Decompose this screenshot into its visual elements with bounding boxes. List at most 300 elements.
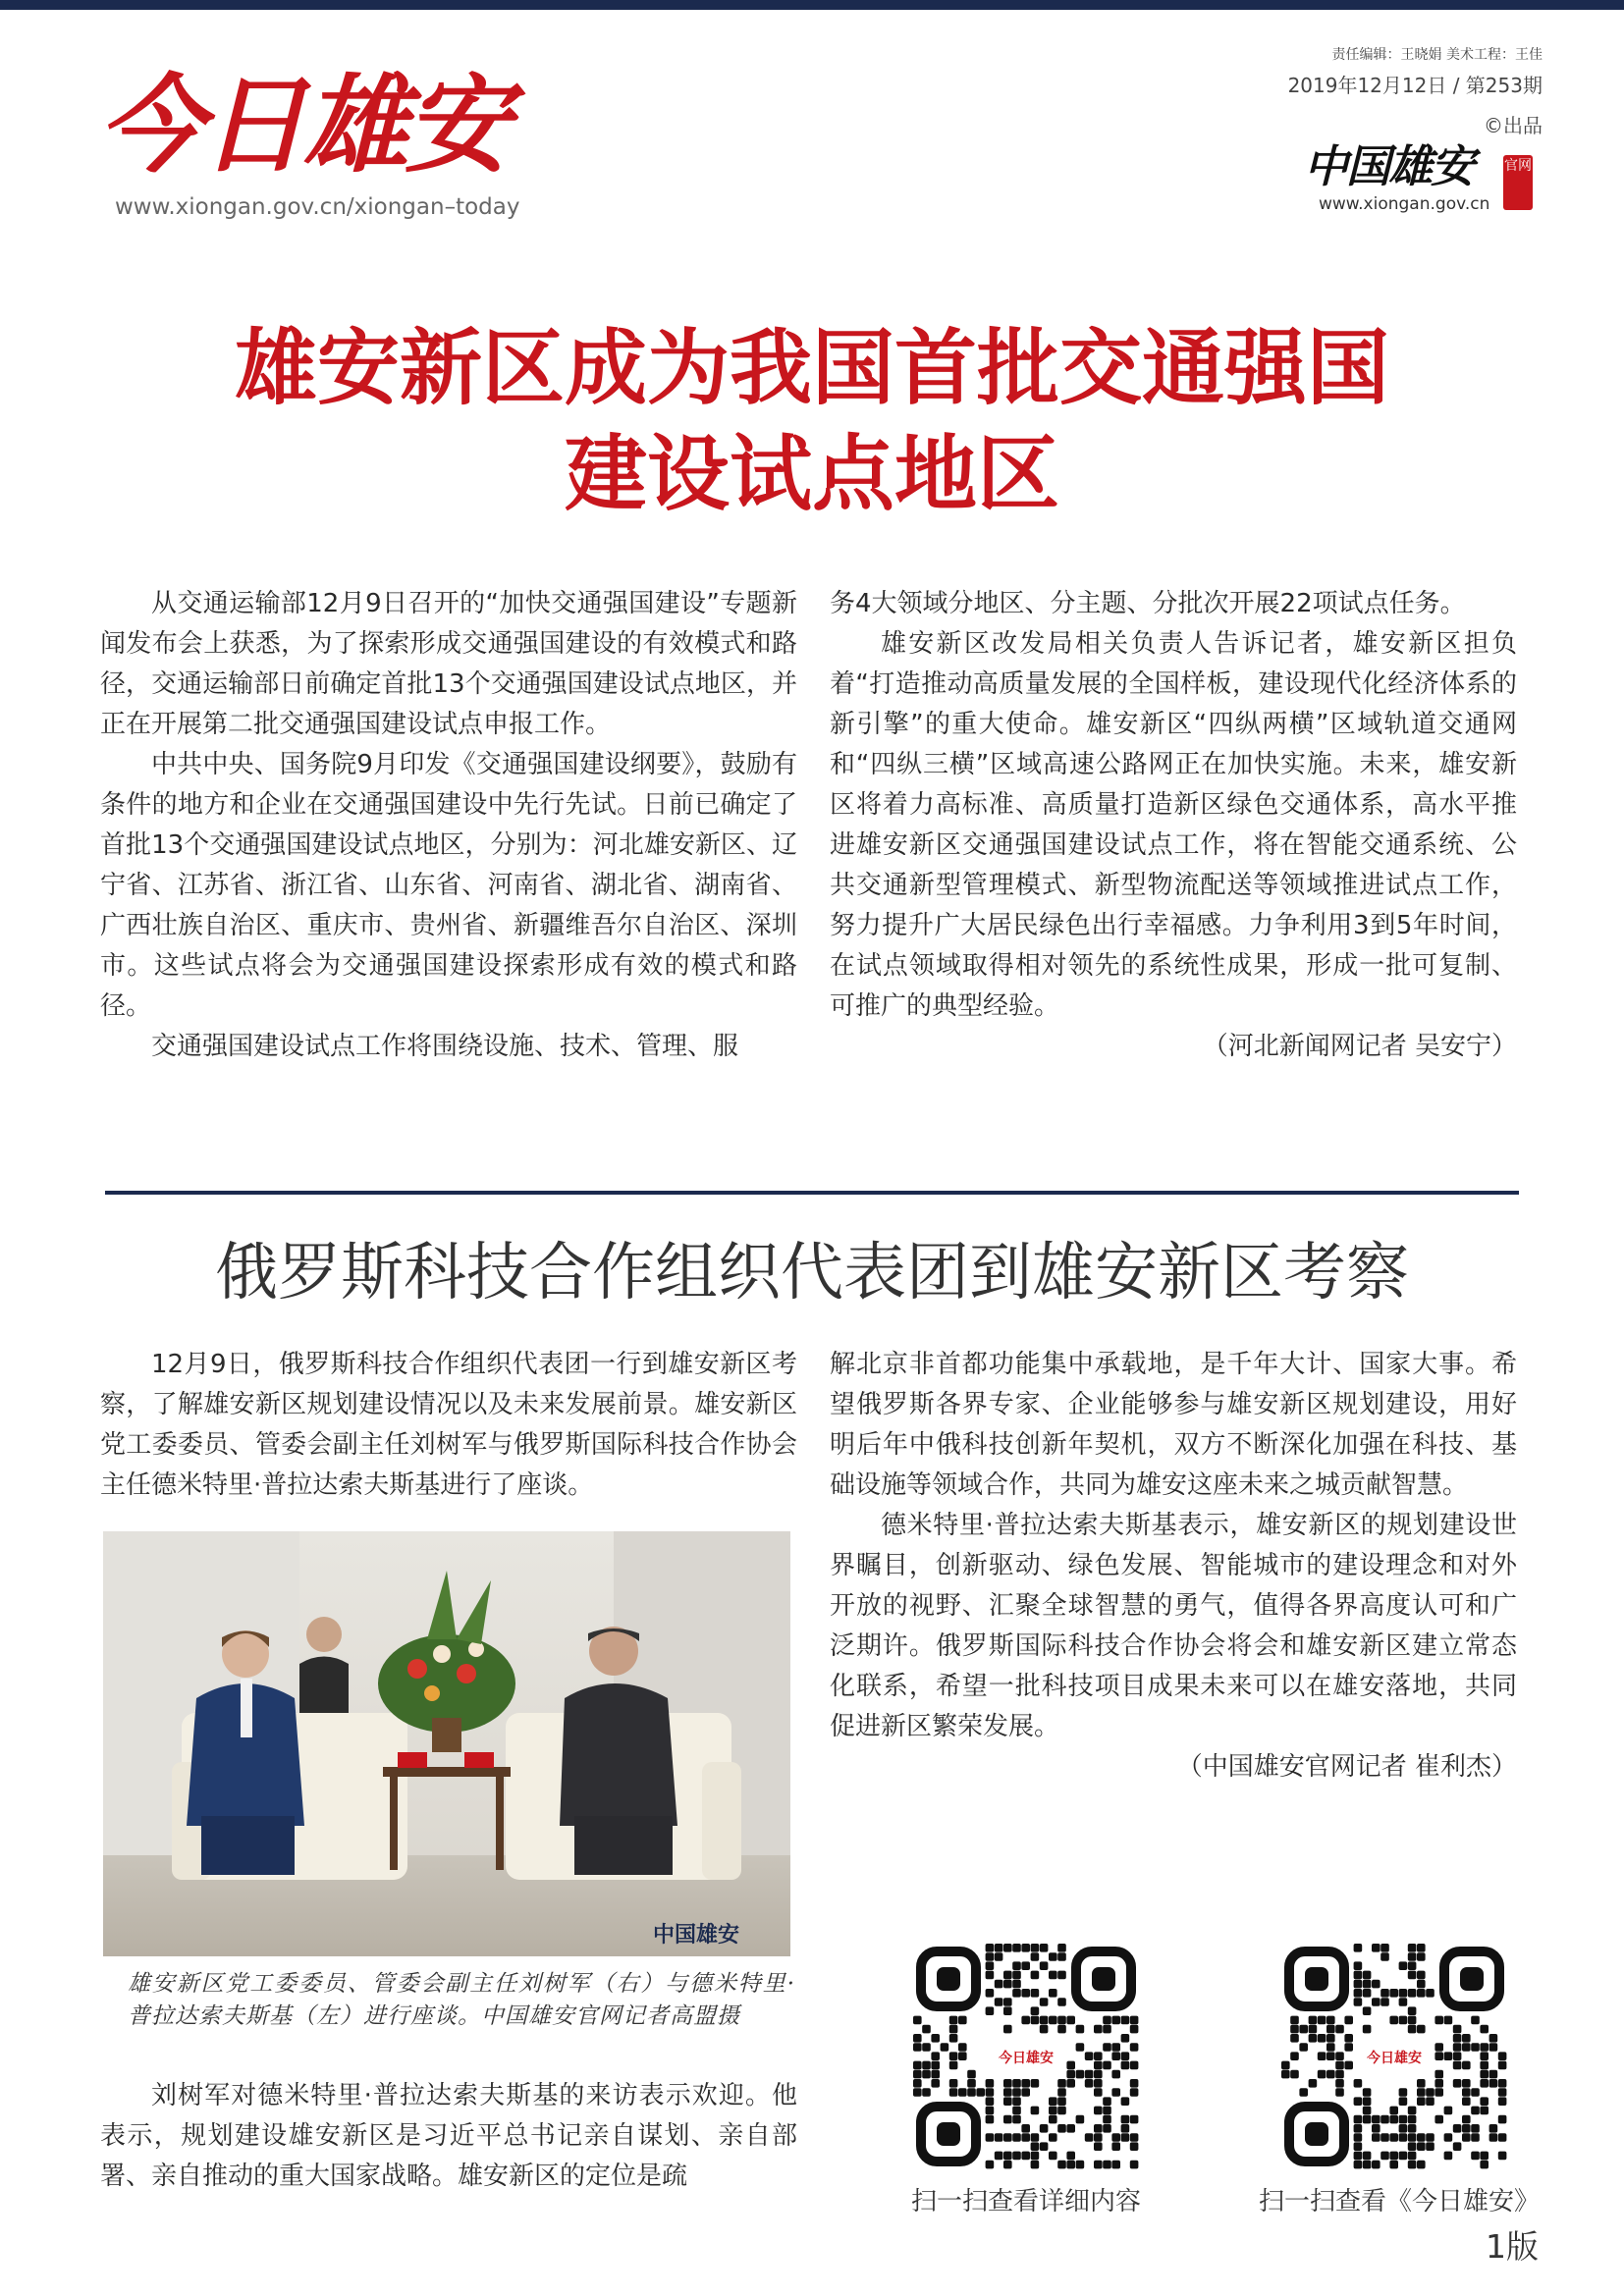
qr-module [995, 2152, 1003, 2161]
qr-module [1426, 2133, 1435, 2142]
qr-label-subscribe: 扫一扫查看《今日雄安》 [1258, 2187, 1540, 2216]
qr-module [1389, 1989, 1398, 1998]
qr-module [1363, 2006, 1372, 2015]
article2-headline: 俄罗斯科技合作组织代表团到雄安新区考察 [215, 1237, 1409, 1309]
qr-module [1057, 1944, 1066, 1952]
qr-module [1489, 2070, 1498, 2079]
qr-module [1335, 2088, 1344, 2097]
qr-module [1408, 2142, 1417, 2151]
qr-module [922, 2043, 931, 2052]
paragraph: 中共中央、国务院9月印发《交通强国建设纲要》，鼓励有条件的地方和企业在交通强国建设中先行先试。日前已确定了首批13个交通强国建设试点地区，分别为：河北雄安新区、辽宁省、江苏省、浙江省、山东省、河南省、湖北省、湖南省、广西壮族自治区、重庆市、贵州省、新疆维吾尔自治区、深圳市。这些试点将会为交通强国建设探索形成有效的模式和路径。 [100, 750, 797, 1021]
qr-module [1444, 2107, 1453, 2115]
qr-module [1498, 2133, 1507, 2142]
qr-module [1489, 2079, 1498, 2088]
qr-module [1417, 1980, 1426, 1989]
qr-module [1380, 2115, 1389, 2124]
qr-module [1121, 2034, 1130, 2043]
qr-module [1435, 2070, 1443, 2079]
qr-module [1031, 1989, 1040, 1998]
qr-module [1111, 2142, 1120, 2151]
qr-module [1498, 2115, 1507, 2124]
qr-module [1335, 2061, 1344, 2070]
qr-module [922, 2088, 931, 2097]
qr-module [1076, 2161, 1085, 2169]
qr-module [1389, 2107, 1398, 2115]
qr-module [1417, 2097, 1426, 2106]
qr-module [1012, 1980, 1021, 1989]
qr-module [986, 2107, 995, 2115]
article1-headline-line1: 雄安新区成为我国首批交通强国 [234, 319, 1389, 416]
qr-module [1354, 2142, 1363, 2151]
qr-module [1372, 1944, 1380, 1952]
date-issue: 2019年12月12日 / 第253期 [1287, 74, 1543, 97]
qr-module [1354, 1971, 1363, 1980]
qr-module [1408, 1989, 1417, 1998]
qr-module [1426, 2097, 1435, 2106]
qr-module [1021, 2016, 1030, 2025]
qr-module [986, 2097, 995, 2106]
qr-module [1408, 1961, 1417, 1970]
qr-module [1003, 2097, 1012, 2106]
qr-module [986, 2088, 995, 2097]
qr-module [1085, 2133, 1094, 2142]
paragraph-continued: 务4大领域分地区、分主题、分批次开展22项试点任务。 [830, 589, 1466, 618]
qr-module [922, 2070, 931, 2079]
qr-module [1480, 2025, 1489, 2034]
qr-module [1290, 2070, 1299, 2079]
qr-module [1130, 2142, 1139, 2151]
qr-module [1111, 2052, 1120, 2060]
qr-module [986, 1952, 995, 1961]
qr-module [1399, 1989, 1408, 1998]
qr-module [1299, 2025, 1308, 2034]
qr-module [976, 2088, 985, 2097]
qr-module [949, 2025, 958, 2034]
qr-module [1040, 1961, 1049, 1970]
qr-module [1031, 2152, 1040, 2161]
qr-module [1021, 2133, 1030, 2142]
qr-module [1372, 2161, 1380, 2169]
qr-module [1489, 2034, 1498, 2043]
qr-module [1399, 2133, 1408, 2142]
section-divider [105, 1191, 1519, 1195]
qr-module [1111, 2043, 1120, 2052]
article1-byline: （河北新闻网记者 吴安宁） [1202, 1032, 1517, 1061]
qr-module [1354, 2152, 1363, 2161]
qr-module [1399, 2152, 1408, 2161]
qr-module [1399, 1998, 1408, 2006]
qr-module [1049, 1989, 1057, 1998]
qr-module [1498, 2152, 1507, 2161]
qr-module [1408, 2124, 1417, 2133]
qr-module [1462, 2124, 1471, 2133]
qr-code-details[interactable] [913, 1944, 1139, 2169]
qr-module [1417, 1989, 1426, 1998]
qr-module [1498, 2061, 1507, 2070]
qr-module [995, 1980, 1003, 1989]
qr-module [1363, 2025, 1372, 2034]
qr-module [1435, 2115, 1443, 2124]
qr-module [1130, 2088, 1139, 2097]
photo-caption [128, 1968, 795, 2033]
qr-module [1103, 2043, 1111, 2052]
qr-module [1040, 1998, 1049, 2006]
qr-module [1408, 1944, 1417, 1952]
brand-seal: 官网 [1503, 155, 1533, 210]
qr-module [1012, 2107, 1021, 2115]
qr-module [1354, 1980, 1363, 1989]
qr-module [931, 2052, 940, 2060]
qr-module [1380, 2152, 1389, 2161]
qr-module [1408, 2006, 1417, 2015]
qr-module [1453, 2025, 1462, 2034]
qr-module [1326, 2043, 1335, 2052]
qr-module [1389, 2133, 1398, 2142]
qr-module [1066, 2016, 1075, 2025]
qr-module [1335, 2025, 1344, 2034]
qr-module [1021, 2152, 1030, 2161]
qr-module [913, 2034, 922, 2043]
qr-module [931, 2079, 940, 2088]
qr-module [913, 2043, 922, 2052]
qr-module [1480, 2107, 1489, 2115]
qr-module [967, 2070, 976, 2079]
qr-module [1281, 2061, 1290, 2070]
qr-module [1326, 2034, 1335, 2043]
qr-module [1121, 2016, 1130, 2025]
qr-module [1049, 2115, 1057, 2124]
qr-module [1057, 2097, 1066, 2106]
qr-module [1057, 2107, 1066, 2115]
qr-module [1130, 2061, 1139, 2070]
qr-module [1021, 2088, 1030, 2097]
qr-module [1031, 2161, 1040, 2169]
qr-module [986, 2006, 995, 2015]
qr-module [1094, 2107, 1103, 2115]
qr-module [1318, 2070, 1326, 2079]
qr-module [1003, 2025, 1012, 2034]
qr-module [1363, 2107, 1372, 2115]
qr-module [1389, 2161, 1398, 2169]
qr-module [913, 2079, 922, 2088]
qr-module [1417, 1944, 1426, 1952]
qr-module [1318, 2034, 1326, 2043]
qr-module [986, 1961, 995, 1970]
qr-module [1318, 2016, 1326, 2025]
qr-module [1363, 2088, 1372, 2097]
qr-module [1389, 2115, 1398, 2124]
qr-module [1453, 2061, 1462, 2070]
qr-module [1066, 2124, 1075, 2133]
editors-line: 责任编辑：王晓娟 美术工程：王佳 [1331, 47, 1543, 63]
qr-module [1363, 2115, 1372, 2124]
qr-module [1453, 2052, 1462, 2060]
qr-module [1389, 2152, 1398, 2161]
qr-module [1417, 2142, 1426, 2151]
qr-module [1111, 2161, 1120, 2169]
qr-module [1426, 1989, 1435, 1998]
qr-module [1417, 2079, 1426, 2088]
qr-module [1480, 2161, 1489, 2169]
qr-module [949, 2079, 958, 2088]
qr-module [1012, 1971, 1021, 1980]
qr-module [1399, 2088, 1408, 2097]
qr-module [958, 2016, 967, 2025]
qr-module [1354, 1944, 1363, 1952]
qr-module [986, 2133, 995, 2142]
qr-module [941, 2043, 949, 2052]
qr-module [1003, 1998, 1012, 2006]
qr-module [1363, 2161, 1372, 2169]
qr-module [1471, 2152, 1480, 2161]
qr-module [1380, 2133, 1389, 2142]
qr-module [1471, 2133, 1480, 2142]
qr-module [1094, 2079, 1103, 2088]
qr-module [1012, 2115, 1021, 2124]
qr-module [1003, 1944, 1012, 1952]
qr-module [1354, 1989, 1363, 1998]
paragraph-continued: 解北京非首都功能集中承载地，是千年大计、国家大事。希望俄罗斯各界专家、企业能够参与雄安新区规划建设，用好明后年中俄科技创新年契机，双方不断深化加强在科技、基础设施等领域合作，共同为雄安这座未来之城贡献智慧。 [830, 1350, 1517, 1500]
qr-module [1480, 2152, 1489, 2161]
masthead-url[interactable]: www.xiongan.gov.cn/xiongan–today [115, 194, 520, 220]
qr-module [931, 2061, 940, 2070]
qr-module [1031, 2079, 1040, 2088]
qr-module [1498, 2097, 1507, 2106]
paragraph: 12月9日，俄罗斯科技合作组织代表团一行到雄安新区考察，了解雄安新区规划建设情况以及未来发展前景。雄安新区党工委委员、管委会副主任刘树军与俄罗斯国际科技合作协会主任德米特里·普拉达索夫斯基进行了座谈。 [100, 1350, 797, 1500]
brand-url[interactable]: www.xiongan.gov.cn [1319, 194, 1490, 214]
paragraph: 从交通运输部12月9日召开的“加快交通强国建设”专题新闻发布会上获悉，为了探索形成交通强国建设的有效模式和路径，交通运输部日前确定首批13个交通强国建设试点地区，并正在开展第二批交通强国建设试点申报工作。 [100, 589, 797, 739]
qr-module [986, 1971, 995, 1980]
qr-module [1003, 2006, 1012, 2015]
qr-module [1049, 2152, 1057, 2161]
qr-module [1049, 2097, 1057, 2106]
qr-module [1094, 2124, 1103, 2133]
qr-module [1489, 2043, 1498, 2052]
qr-module [1012, 2097, 1021, 2106]
qr-module [1130, 2079, 1139, 2088]
qr-module [1094, 2025, 1103, 2034]
article2-byline: （中国雄安官网记者 崔利杰） [1176, 1752, 1517, 1782]
qr-module [1040, 1944, 1049, 1952]
qr-module [967, 2079, 976, 2088]
qr-module [1426, 2142, 1435, 2151]
qr-module [958, 2052, 967, 2060]
article2-column1-top [100, 1345, 797, 1506]
qr-module [1040, 2016, 1049, 2025]
qr-module [1057, 2161, 1066, 2169]
qr-module [1408, 2016, 1417, 2025]
qr-module [1326, 2016, 1335, 2025]
qr-module [1094, 2133, 1103, 2142]
qr-module [1031, 1944, 1040, 1952]
top-rule [0, 0, 1624, 10]
qr-module [1049, 1971, 1057, 1980]
qr-module [1372, 2124, 1380, 2133]
qr-module [1111, 2133, 1120, 2142]
qr-module [1012, 1989, 1021, 1998]
qr-module [1003, 2115, 1012, 2124]
qr-module [995, 1952, 1003, 1961]
qr-module [1326, 2070, 1335, 2079]
qr-module [1453, 2124, 1462, 2133]
qr-module [1372, 2133, 1380, 2142]
qr-module [1130, 2043, 1139, 2052]
qr-module [1309, 2025, 1318, 2034]
qr-module [1040, 2025, 1049, 2034]
qr-module [1408, 2152, 1417, 2161]
qr-module [1103, 2161, 1111, 2169]
qr-module [1130, 2016, 1139, 2025]
qr-module [1453, 2043, 1462, 2052]
qr-module [1281, 2070, 1290, 2079]
qr-module [1094, 2061, 1103, 2070]
qr-module [922, 2025, 931, 2034]
qr-module [1435, 2043, 1443, 2052]
qr-module [1498, 2088, 1507, 2097]
qr-code-subscribe[interactable] [1281, 1944, 1507, 2169]
qr-module [1299, 2088, 1308, 2097]
qr-module [1444, 2016, 1453, 2025]
qr-module [1040, 2142, 1049, 2151]
qr-module [1363, 2097, 1372, 2106]
qr-module [1012, 2133, 1021, 2142]
qr-module [1111, 2016, 1120, 2025]
qr-module [1380, 1998, 1389, 2006]
qr-module [1049, 2107, 1057, 2115]
qr-module [1012, 2152, 1021, 2161]
qr-module [958, 2088, 967, 2097]
qr-module [1344, 2043, 1353, 2052]
qr-module [1408, 2161, 1417, 2169]
qr-module [1363, 2152, 1372, 2161]
qr-module [1103, 2124, 1111, 2133]
qr-module [913, 2016, 922, 2025]
article1-headline-line2: 建设试点地区 [564, 425, 1059, 522]
qr-module [1094, 2161, 1103, 2169]
qr-module [1003, 2161, 1012, 2169]
qr-module [1021, 1961, 1030, 1970]
qr-module [1121, 2052, 1130, 2060]
qr-module [1444, 2133, 1453, 2142]
qr-module [1471, 2124, 1480, 2133]
qr-module [1121, 2061, 1130, 2070]
qr-module [995, 2133, 1003, 2142]
qr-module [1462, 2079, 1471, 2088]
qr-module [1003, 2079, 1012, 2088]
qr-module [1057, 2016, 1066, 2025]
qr-module [1130, 2161, 1139, 2169]
qr-module [1426, 2088, 1435, 2097]
paragraph: 交通强国建设试点工作将围绕设施、技术、管理、服 [151, 1032, 739, 1061]
qr-module [1435, 2052, 1443, 2060]
qr-module [1354, 1998, 1363, 2006]
qr-module [1103, 2061, 1111, 2070]
qr-module [1372, 1980, 1380, 1989]
qr-module [1121, 2097, 1130, 2106]
qr-module [1408, 2025, 1417, 2034]
qr-module [1066, 2061, 1075, 2070]
qr-module [1031, 1952, 1040, 1961]
qr-module [1462, 2043, 1471, 2052]
qr-module [995, 1944, 1003, 1952]
qr-module [1103, 2025, 1111, 2034]
qr-module [1049, 2133, 1057, 2142]
qr-module [1121, 2115, 1130, 2124]
qr-module [1076, 2115, 1085, 2124]
qr-module [949, 2088, 958, 2097]
qr-module [1372, 1998, 1380, 2006]
qr-module [1399, 1961, 1408, 1970]
qr-module [1021, 1944, 1030, 1952]
qr-module [1471, 2016, 1480, 2025]
qr-module [949, 2034, 958, 2043]
qr-module [1453, 2034, 1462, 2043]
qr-module [1354, 2079, 1363, 2088]
qr-module [1354, 2097, 1363, 2106]
qr-module [1103, 2097, 1111, 2106]
qr-module [986, 2161, 995, 2169]
qr-module [967, 2088, 976, 2097]
qr-module [1444, 2052, 1453, 2060]
qr-module [1480, 2043, 1489, 2052]
qr-module [1453, 2142, 1462, 2151]
qr-module [1408, 2107, 1417, 2115]
qr-module [1111, 2070, 1120, 2079]
qr-module [1049, 2016, 1057, 2025]
qr-module [1480, 2070, 1489, 2079]
qr-module [1066, 2079, 1075, 2088]
qr-module [1299, 2043, 1308, 2052]
qr-module [1094, 2052, 1103, 2060]
qr-module [1399, 2124, 1408, 2133]
qr-module [1399, 2097, 1408, 2106]
qr-module [1103, 2115, 1111, 2124]
qr-module [1462, 2034, 1471, 2043]
qr-module [1318, 2052, 1326, 2060]
qr-module [1076, 2043, 1085, 2052]
qr-module [1309, 2016, 1318, 2025]
publisher-credit: ©出品 [1484, 114, 1543, 137]
qr-module [1354, 2115, 1363, 2124]
qr-module [1094, 2070, 1103, 2079]
qr-module [1354, 2161, 1363, 2169]
qr-module [986, 2115, 995, 2124]
qr-module [1354, 1961, 1363, 1970]
qr-module [1417, 1971, 1426, 1980]
qr-module [1453, 2079, 1462, 2088]
qr-module [1417, 2161, 1426, 2169]
qr-module [1003, 1971, 1012, 1980]
page-number: 1版 [1486, 2227, 1539, 2266]
qr-module [1094, 2088, 1103, 2097]
qr-module [1344, 2061, 1353, 2070]
qr-module [1480, 2052, 1489, 2060]
qr-module [1130, 2025, 1139, 2034]
qr-module [1435, 2079, 1443, 2088]
qr-module [1354, 2124, 1363, 2133]
qr-module [1462, 2097, 1471, 2106]
qr-module [1344, 2016, 1353, 2025]
brand-name: 中国雄安 [1304, 140, 1474, 192]
qr-module [1408, 2115, 1417, 2124]
qr-module [1290, 2034, 1299, 2043]
masthead-title: 今日雄安 [98, 64, 508, 187]
qr-module [1380, 1944, 1389, 1952]
qr-module [1480, 2097, 1489, 2106]
qr-module [995, 1998, 1003, 2006]
qr-module [1111, 2088, 1120, 2097]
qr-label-details: 扫一扫查看详细内容 [910, 2187, 1141, 2216]
